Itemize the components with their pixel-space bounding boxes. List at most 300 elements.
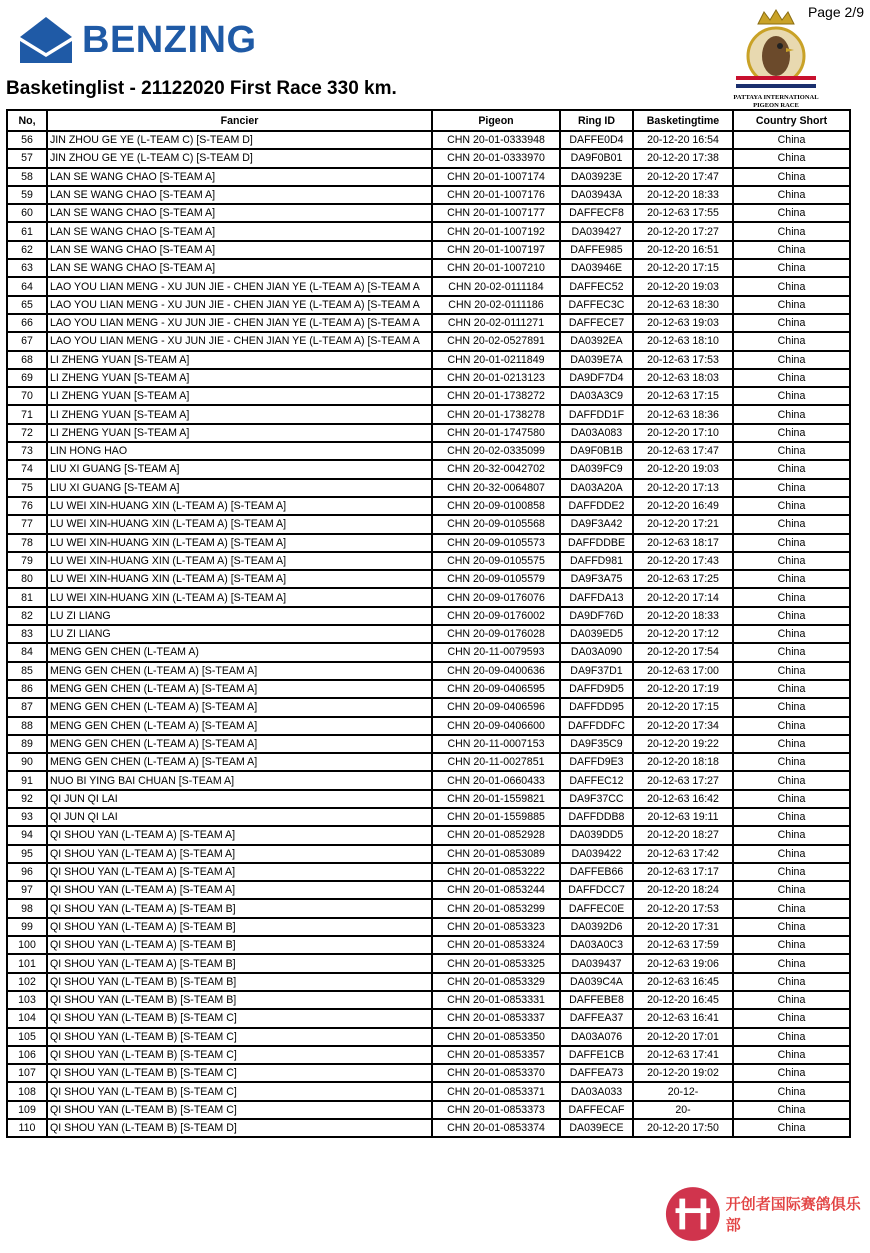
cell-country: China (733, 588, 850, 606)
table-row (7, 1046, 850, 1064)
cell-no: 65 (7, 296, 47, 314)
benzing-envelope-icon (18, 15, 74, 65)
cell-fancier: QI JUN QI LAI (47, 808, 432, 826)
cell-country: China (733, 168, 850, 186)
cell-basketingtime: 20-12-20 18:18 (633, 753, 733, 771)
cell-country: China (733, 826, 850, 844)
table-row (7, 442, 850, 460)
cell-ring-id: DA9DF7D4 (560, 369, 633, 387)
cell-country: China (733, 1028, 850, 1046)
cell-fancier: MENG GEN CHEN (L-TEAM A) [S-TEAM A] (47, 717, 432, 735)
cell-pigeon: CHN 20-09-0105579 (432, 570, 560, 588)
cell-ring-id: DA03A033 (560, 1082, 633, 1100)
cell-no: 109 (7, 1101, 47, 1119)
cell-ring-id: DAFFEC3C (560, 296, 633, 314)
table-row (7, 351, 850, 369)
cell-country: China (733, 534, 850, 552)
cell-basketingtime: 20-12-20 18:27 (633, 826, 733, 844)
cell-pigeon: CHN 20-01-0853331 (432, 991, 560, 1009)
cell-ring-id: DA03A3C9 (560, 387, 633, 405)
cell-pigeon: CHN 20-01-1747580 (432, 424, 560, 442)
table-row (7, 149, 850, 167)
cell-basketingtime: 20-12-20 19:22 (633, 735, 733, 753)
cell-fancier: QI SHOU YAN (L-TEAM A) [S-TEAM B] (47, 936, 432, 954)
cell-country: China (733, 662, 850, 680)
cell-ring-id: DAFFDDFC (560, 717, 633, 735)
cell-ring-id: DA9F37D1 (560, 662, 633, 680)
cell-no: 72 (7, 424, 47, 442)
seal-line-2: PIGEON RACE (753, 102, 799, 109)
table-row (7, 625, 850, 643)
cell-ring-id: DAFFEC0E (560, 899, 633, 917)
col-no: No, (7, 110, 47, 131)
cell-ring-id: DAFFEB66 (560, 863, 633, 881)
table-row (7, 698, 850, 716)
table-row (7, 405, 850, 423)
cell-country: China (733, 149, 850, 167)
cell-ring-id: DA0392EA (560, 332, 633, 350)
cell-basketingtime: 20-12-20 16:54 (633, 131, 733, 149)
cell-country: China (733, 369, 850, 387)
cell-fancier: QI SHOU YAN (L-TEAM B) [S-TEAM B] (47, 973, 432, 991)
cell-basketingtime: 20-12-20 17:27 (633, 222, 733, 240)
cell-pigeon: CHN 20-01-0853337 (432, 1009, 560, 1027)
cell-pigeon: CHN 20-09-0406595 (432, 680, 560, 698)
cell-ring-id: DAFFECF8 (560, 204, 633, 222)
cell-basketingtime: 20-12-20 16:49 (633, 497, 733, 515)
cell-country: China (733, 1009, 850, 1027)
cell-ring-id: DA9F0B1B (560, 442, 633, 460)
cell-fancier: NUO BI YING BAI CHUAN [S-TEAM A] (47, 771, 432, 789)
cell-fancier: QI SHOU YAN (L-TEAM B) [S-TEAM D] (47, 1119, 432, 1137)
cell-pigeon: CHN 20-01-0853299 (432, 899, 560, 917)
cell-fancier: LU ZI LIANG (47, 625, 432, 643)
table-row (7, 607, 850, 625)
cell-basketingtime: 20-12-20 17:31 (633, 918, 733, 936)
brand-name: BENZING (82, 18, 257, 61)
table-row (7, 790, 850, 808)
cell-fancier: MENG GEN CHEN (L-TEAM A) [S-TEAM A] (47, 698, 432, 716)
cell-pigeon: CHN 20-01-0660433 (432, 771, 560, 789)
cell-no: 78 (7, 534, 47, 552)
cell-country: China (733, 314, 850, 332)
table-row (7, 570, 850, 588)
table-row (7, 1009, 850, 1027)
cell-country: China (733, 387, 850, 405)
table-row (7, 369, 850, 387)
cell-country: China (733, 717, 850, 735)
cell-ring-id: DA03A090 (560, 643, 633, 661)
cell-fancier: QI SHOU YAN (L-TEAM B) [S-TEAM C] (47, 1009, 432, 1027)
cell-no: 83 (7, 625, 47, 643)
cell-country: China (733, 204, 850, 222)
cell-no: 57 (7, 149, 47, 167)
cell-country: China (733, 698, 850, 716)
cell-ring-id: DA03A0C3 (560, 936, 633, 954)
cell-basketingtime: 20-12-63 16:41 (633, 1009, 733, 1027)
cell-no: 63 (7, 259, 47, 277)
cell-pigeon: CHN 20-01-0853357 (432, 1046, 560, 1064)
cell-basketingtime: 20-12-20 18:33 (633, 186, 733, 204)
cell-no: 90 (7, 753, 47, 771)
cell-fancier: LU WEI XIN-HUANG XIN (L-TEAM A) [S-TEAM A] (47, 588, 432, 606)
cell-country: China (733, 954, 850, 972)
table-row (7, 131, 850, 149)
table-row (7, 222, 850, 240)
cell-pigeon: CHN 20-09-0400636 (432, 662, 560, 680)
table-row (7, 863, 850, 881)
cell-country: China (733, 863, 850, 881)
benzing-logo (18, 15, 257, 65)
cell-basketingtime: 20-12-20 17:54 (633, 643, 733, 661)
cell-fancier: LAO YOU LIAN MENG - XU JUN JIE - CHEN JIAN YE (L-TEAM A) [S-TEAM A (47, 296, 432, 314)
cell-no: 89 (7, 735, 47, 753)
cell-basketingtime: 20-12-20 17:43 (633, 552, 733, 570)
cell-pigeon: CHN 20-09-0105568 (432, 515, 560, 533)
cell-ring-id: DAFFDDB8 (560, 808, 633, 826)
cell-no: 73 (7, 442, 47, 460)
table-row (7, 259, 850, 277)
cell-no: 82 (7, 607, 47, 625)
cell-pigeon: CHN 20-01-0853350 (432, 1028, 560, 1046)
cell-fancier: LI ZHENG YUAN [S-TEAM A] (47, 405, 432, 423)
col-ring-id: Ring ID (560, 110, 633, 131)
cell-no: 91 (7, 771, 47, 789)
cell-pigeon: CHN 20-02-0111186 (432, 296, 560, 314)
cell-no: 58 (7, 168, 47, 186)
cell-no: 70 (7, 387, 47, 405)
cell-basketingtime: 20-12-63 18:10 (633, 332, 733, 350)
cell-fancier: MENG GEN CHEN (L-TEAM A) [S-TEAM A] (47, 735, 432, 753)
cell-ring-id: DAFFD9D5 (560, 680, 633, 698)
cell-pigeon: CHN 20-01-0853371 (432, 1082, 560, 1100)
cell-fancier: LAO YOU LIAN MENG - XU JUN JIE - CHEN JIAN YE (L-TEAM A) [S-TEAM A (47, 277, 432, 295)
cell-basketingtime: 20-12-20 17:50 (633, 1119, 733, 1137)
cell-basketingtime: 20-12-63 19:03 (633, 314, 733, 332)
cell-basketingtime: 20-12-20 17:15 (633, 259, 733, 277)
cell-country: China (733, 808, 850, 826)
cell-pigeon: CHN 20-01-1738278 (432, 405, 560, 423)
cell-basketingtime: 20-12-20 16:51 (633, 241, 733, 259)
cell-pigeon: CHN 20-01-0852928 (432, 826, 560, 844)
cell-ring-id: DAFFEC12 (560, 771, 633, 789)
cell-basketingtime: 20-12-20 17:15 (633, 698, 733, 716)
cell-fancier: LIU XI GUANG [S-TEAM A] (47, 479, 432, 497)
cell-country: China (733, 790, 850, 808)
cell-no: 108 (7, 1082, 47, 1100)
cell-country: China (733, 332, 850, 350)
cell-no: 81 (7, 588, 47, 606)
cell-country: China (733, 643, 850, 661)
cell-no: 74 (7, 460, 47, 478)
cell-country: China (733, 936, 850, 954)
cell-fancier: LI ZHENG YUAN [S-TEAM A] (47, 351, 432, 369)
table-row (7, 808, 850, 826)
cell-pigeon: CHN 20-09-0100858 (432, 497, 560, 515)
cell-fancier: LAN SE WANG CHAO [S-TEAM A] (47, 168, 432, 186)
table-row (7, 424, 850, 442)
cell-no: 100 (7, 936, 47, 954)
pigeon-crest-icon (718, 6, 834, 94)
cell-ring-id: DA03A083 (560, 424, 633, 442)
cell-fancier: LI ZHENG YUAN [S-TEAM A] (47, 424, 432, 442)
cell-fancier: JIN ZHOU GE YE (L-TEAM C) [S-TEAM D] (47, 131, 432, 149)
cell-ring-id: DA03A20A (560, 479, 633, 497)
cell-no: 98 (7, 899, 47, 917)
cell-pigeon: CHN 20-01-0853323 (432, 918, 560, 936)
cell-basketingtime: 20-12-63 17:27 (633, 771, 733, 789)
table-row (7, 497, 850, 515)
cell-pigeon: CHN 20-11-0027851 (432, 753, 560, 771)
table-row (7, 680, 850, 698)
cell-fancier: LI ZHENG YUAN [S-TEAM A] (47, 369, 432, 387)
cell-ring-id: DA9F37CC (560, 790, 633, 808)
cell-basketingtime: 20-12-63 17:42 (633, 845, 733, 863)
cell-basketingtime: 20-12-20 17:47 (633, 168, 733, 186)
cell-basketingtime: 20-12-20 17:12 (633, 625, 733, 643)
cell-no: 67 (7, 332, 47, 350)
cell-ring-id: DAFFD9E3 (560, 753, 633, 771)
cell-fancier: QI SHOU YAN (L-TEAM B) [S-TEAM B] (47, 991, 432, 1009)
cell-pigeon: CHN 20-01-0211849 (432, 351, 560, 369)
cell-basketingtime: 20-12-63 17:25 (633, 570, 733, 588)
cell-basketingtime: 20-12-63 18:30 (633, 296, 733, 314)
cell-country: China (733, 845, 850, 863)
cell-basketingtime: 20-12-20 17:10 (633, 424, 733, 442)
cell-fancier: LU WEI XIN-HUANG XIN (L-TEAM A) [S-TEAM A] (47, 497, 432, 515)
cell-no: 103 (7, 991, 47, 1009)
cell-basketingtime: 20-12-20 19:02 (633, 1064, 733, 1082)
cell-basketingtime: 20-12-20 16:45 (633, 991, 733, 1009)
cell-country: China (733, 625, 850, 643)
cell-fancier: LU WEI XIN-HUANG XIN (L-TEAM A) [S-TEAM A] (47, 552, 432, 570)
cell-basketingtime: 20-12-63 17:53 (633, 351, 733, 369)
cell-ring-id: DAFFDDE2 (560, 497, 633, 515)
cell-basketingtime: 20-12-20 17:53 (633, 899, 733, 917)
cell-fancier: MENG GEN CHEN (L-TEAM A) (47, 643, 432, 661)
cell-no: 66 (7, 314, 47, 332)
cell-basketingtime: 20-12-20 17:13 (633, 479, 733, 497)
cell-no: 71 (7, 405, 47, 423)
cell-pigeon: CHN 20-01-0853373 (432, 1101, 560, 1119)
cell-basketingtime: 20-12-20 17:38 (633, 149, 733, 167)
cell-basketingtime: 20-12-63 17:47 (633, 442, 733, 460)
table-row (7, 1119, 850, 1137)
cell-basketingtime: 20-12-63 18:36 (633, 405, 733, 423)
cell-fancier: LAO YOU LIAN MENG - XU JUN JIE - CHEN JIAN YE (L-TEAM A) [S-TEAM A (47, 332, 432, 350)
cell-ring-id: DAFFDD95 (560, 698, 633, 716)
cell-pigeon: CHN 20-32-0064807 (432, 479, 560, 497)
cell-no: 110 (7, 1119, 47, 1137)
cell-pigeon: CHN 20-11-0079593 (432, 643, 560, 661)
cell-no: 79 (7, 552, 47, 570)
cell-country: China (733, 479, 850, 497)
cell-country: China (733, 1064, 850, 1082)
cell-country: China (733, 1101, 850, 1119)
cell-basketingtime: 20-12-20 19:03 (633, 277, 733, 295)
cell-fancier: LAN SE WANG CHAO [S-TEAM A] (47, 204, 432, 222)
cell-basketingtime: 20-12-63 17:00 (633, 662, 733, 680)
table-row (7, 168, 850, 186)
cell-pigeon: CHN 20-09-0406596 (432, 698, 560, 716)
cell-pigeon: CHN 20-01-1738272 (432, 387, 560, 405)
cell-basketingtime: 20-12-20 17:14 (633, 588, 733, 606)
table-row (7, 296, 850, 314)
cell-country: China (733, 296, 850, 314)
club-logo-icon (664, 1184, 722, 1244)
cell-basketingtime: 20-12-20 17:21 (633, 515, 733, 533)
cell-no: 77 (7, 515, 47, 533)
table-row (7, 314, 850, 332)
cell-pigeon: CHN 20-01-1559885 (432, 808, 560, 826)
cell-ring-id: DA039ED5 (560, 625, 633, 643)
cell-basketingtime: 20-12-20 17:19 (633, 680, 733, 698)
cell-no: 64 (7, 277, 47, 295)
table-row (7, 241, 850, 259)
cell-no: 85 (7, 662, 47, 680)
cell-country: China (733, 186, 850, 204)
cell-basketingtime: 20-12-20 19:03 (633, 460, 733, 478)
cell-no: 92 (7, 790, 47, 808)
cell-no: 96 (7, 863, 47, 881)
cell-ring-id: DAFFDCC7 (560, 881, 633, 899)
cell-country: China (733, 1046, 850, 1064)
col-pigeon: Pigeon (432, 110, 560, 131)
cell-no: 56 (7, 131, 47, 149)
table-row (7, 881, 850, 899)
cell-basketingtime: 20-12-63 17:15 (633, 387, 733, 405)
cell-no: 59 (7, 186, 47, 204)
cell-no: 97 (7, 881, 47, 899)
cell-basketingtime: 20-12-63 19:11 (633, 808, 733, 826)
cell-country: China (733, 131, 850, 149)
table-row (7, 1082, 850, 1100)
pattaya-seal (718, 6, 834, 110)
table-row (7, 936, 850, 954)
cell-pigeon: CHN 20-01-1559821 (432, 790, 560, 808)
cell-country: China (733, 753, 850, 771)
cell-fancier: LIU XI GUANG [S-TEAM A] (47, 460, 432, 478)
table-row (7, 845, 850, 863)
col-fancier: Fancier (47, 110, 432, 131)
cell-fancier: QI SHOU YAN (L-TEAM A) [S-TEAM A] (47, 845, 432, 863)
cell-no: 80 (7, 570, 47, 588)
cell-fancier: QI SHOU YAN (L-TEAM A) [S-TEAM A] (47, 863, 432, 881)
cell-fancier: QI SHOU YAN (L-TEAM A) [S-TEAM B] (47, 899, 432, 917)
cell-no: 69 (7, 369, 47, 387)
table-row (7, 460, 850, 478)
cell-fancier: QI SHOU YAN (L-TEAM B) [S-TEAM C] (47, 1028, 432, 1046)
cell-pigeon: CHN 20-09-0105575 (432, 552, 560, 570)
cell-fancier: LU WEI XIN-HUANG XIN (L-TEAM A) [S-TEAM A] (47, 570, 432, 588)
cell-ring-id: DAFFD981 (560, 552, 633, 570)
cell-ring-id: DAFFDA13 (560, 588, 633, 606)
cell-ring-id: DAFFEA37 (560, 1009, 633, 1027)
cell-country: China (733, 552, 850, 570)
table-row (7, 515, 850, 533)
cell-pigeon: CHN 20-01-1007177 (432, 204, 560, 222)
cell-basketingtime: 20-12-63 17:17 (633, 863, 733, 881)
cell-country: China (733, 351, 850, 369)
cell-ring-id: DAFFDDBE (560, 534, 633, 552)
cell-country: China (733, 991, 850, 1009)
cell-pigeon: CHN 20-01-1007197 (432, 241, 560, 259)
cell-ring-id: DA9F3A42 (560, 515, 633, 533)
cell-no: 84 (7, 643, 47, 661)
cell-pigeon: CHN 20-01-0853222 (432, 863, 560, 881)
cell-country: China (733, 570, 850, 588)
cell-ring-id: DA9F0B01 (560, 149, 633, 167)
cell-pigeon: CHN 20-01-0213123 (432, 369, 560, 387)
seal-line-1: PATTAYA INTERNATIONAL (733, 94, 819, 101)
cell-ring-id: DAFFE1CB (560, 1046, 633, 1064)
cell-pigeon: CHN 20-01-0853324 (432, 936, 560, 954)
cell-pigeon: CHN 20-01-0853244 (432, 881, 560, 899)
cell-no: 75 (7, 479, 47, 497)
cell-basketingtime: 20-12-63 17:55 (633, 204, 733, 222)
table-row (7, 899, 850, 917)
table-row (7, 204, 850, 222)
cell-fancier: MENG GEN CHEN (L-TEAM A) [S-TEAM A] (47, 753, 432, 771)
table-row (7, 826, 850, 844)
cell-pigeon: CHN 20-09-0176002 (432, 607, 560, 625)
cell-basketingtime: 20-12-63 18:17 (633, 534, 733, 552)
table-row (7, 735, 850, 753)
cell-no: 106 (7, 1046, 47, 1064)
cell-basketingtime: 20-12-20 17:01 (633, 1028, 733, 1046)
cell-country: China (733, 771, 850, 789)
cell-basketingtime: 20-12-63 16:42 (633, 790, 733, 808)
cell-country: China (733, 899, 850, 917)
table-row (7, 643, 850, 661)
cell-basketingtime: 20-12-63 17:41 (633, 1046, 733, 1064)
cell-pigeon: CHN 20-01-1007210 (432, 259, 560, 277)
cell-no: 61 (7, 222, 47, 240)
cell-fancier: QI SHOU YAN (L-TEAM B) [S-TEAM C] (47, 1046, 432, 1064)
cell-no: 104 (7, 1009, 47, 1027)
cell-ring-id: DA03946E (560, 259, 633, 277)
cell-country: China (733, 277, 850, 295)
cell-fancier: LIN HONG HAO (47, 442, 432, 460)
cell-ring-id: DA039427 (560, 222, 633, 240)
cell-ring-id: DAFFECAF (560, 1101, 633, 1119)
table-header-row (7, 110, 850, 131)
cell-country: China (733, 918, 850, 936)
cell-ring-id: DAFFEC52 (560, 277, 633, 295)
col-basketingtime: Basketingtime (633, 110, 733, 131)
table-row (7, 954, 850, 972)
table-row (7, 1064, 850, 1082)
cell-fancier: LAN SE WANG CHAO [S-TEAM A] (47, 241, 432, 259)
cell-ring-id: DA039FC9 (560, 460, 633, 478)
cell-pigeon: CHN 20-02-0335099 (432, 442, 560, 460)
cell-no: 68 (7, 351, 47, 369)
cell-fancier: LI ZHENG YUAN [S-TEAM A] (47, 387, 432, 405)
cell-fancier: MENG GEN CHEN (L-TEAM A) [S-TEAM A] (47, 680, 432, 698)
cell-ring-id: DAFFEBE8 (560, 991, 633, 1009)
cell-no: 102 (7, 973, 47, 991)
cell-fancier: LAN SE WANG CHAO [S-TEAM A] (47, 259, 432, 277)
table-row (7, 186, 850, 204)
cell-pigeon: CHN 20-01-0853374 (432, 1119, 560, 1137)
cell-fancier: JIN ZHOU GE YE (L-TEAM C) [S-TEAM D] (47, 149, 432, 167)
cell-pigeon: CHN 20-01-1007176 (432, 186, 560, 204)
cell-country: China (733, 241, 850, 259)
table-row (7, 479, 850, 497)
cell-pigeon: CHN 20-11-0007153 (432, 735, 560, 753)
cell-no: 88 (7, 717, 47, 735)
table-row (7, 332, 850, 350)
